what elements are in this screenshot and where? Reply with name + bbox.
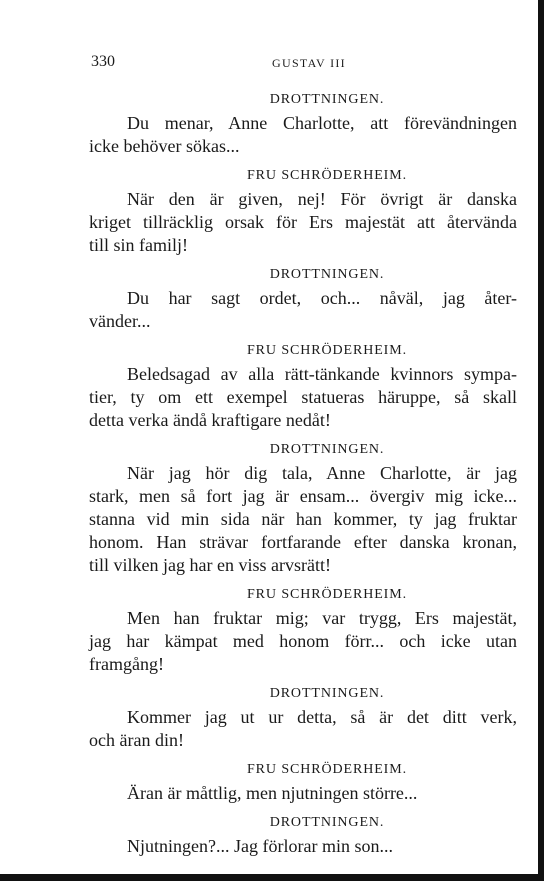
speaker-name: DROTTNINGEN. (269, 686, 385, 701)
speech-line: Njutningen?... Jag förlorar min son... (127, 836, 393, 856)
speech-line: kriget tillräcklig orsak för Ers majestät att återvända (89, 212, 517, 232)
speech-line: jag har kämpat med honom förr... och icke utan (89, 631, 517, 651)
speaker-name: DROTTNINGEN. (269, 267, 385, 282)
speech-line: Kommer jag ut ur detta, så är det ditt verk, (127, 707, 517, 727)
speech-line: till sin familj! (89, 235, 188, 255)
speech-line: och äran din! (89, 730, 184, 750)
speech-line: honom. Han strävar fortfarande efter danska kronan, (89, 532, 517, 552)
speech-line: stanna vid min sida när han kommer, ty jag fruktar (89, 509, 517, 529)
speech (89, 287, 517, 333)
speech-line: Men han fruktar mig; var trygg, Ers majestät, (127, 608, 517, 628)
speech-line: Beledsagad av alla rätt-tänkande kvinnors sympa- (127, 364, 517, 384)
speech (89, 188, 517, 257)
speech (89, 607, 517, 676)
speech-line: Du menar, Anne Charlotte, att förevändningen (127, 113, 517, 133)
speech-line: När jag hör dig tala, Anne Charlotte, är jag (127, 463, 517, 483)
speech (89, 363, 517, 432)
speaker-name: DROTTNINGEN. (269, 815, 385, 830)
speech (89, 462, 517, 577)
speech-line: vänder... (89, 311, 151, 331)
speech-line: stark, men så fort jag är ensam... övergiv mig icke... (89, 486, 517, 506)
running-title: GUSTAV III (272, 56, 346, 70)
speech (89, 112, 517, 158)
speech-line: icke behöver sökas... (89, 136, 240, 156)
speech (89, 835, 517, 858)
speaker-name: FRU SCHRÖDERHEIM. (247, 587, 407, 602)
dialogue-text (89, 88, 517, 864)
speaker-name: FRU SCHRÖDERHEIM. (247, 762, 407, 777)
scan-edge-bottom (0, 874, 544, 881)
speech-line: Äran är måttlig, men njutningen större... (127, 783, 418, 803)
speaker-name: DROTTNINGEN. (269, 442, 385, 457)
speech (89, 706, 517, 752)
speaker-name: FRU SCHRÖDERHEIM. (247, 343, 407, 358)
speaker-name: DROTTNINGEN. (269, 92, 385, 107)
speech-line: När den är given, nej! För övrigt är danska (127, 189, 517, 209)
speech-line: framgång! (89, 654, 164, 674)
scan-edge-right (538, 0, 544, 881)
speech-line: Du har sagt ordet, och... nåväl, jag åter- (127, 288, 517, 308)
speech-line: detta verka ändå kraftigare nedåt! (89, 410, 331, 430)
speech-line: till vilken jag har en viss arvsrätt! (89, 555, 331, 575)
speaker-name: FRU SCHRÖDERHEIM. (247, 168, 407, 183)
speech-line: tier, ty om ett exempel statueras häruppe, så skall (89, 387, 517, 407)
page-number: 330 (91, 53, 115, 70)
speech (89, 782, 517, 805)
